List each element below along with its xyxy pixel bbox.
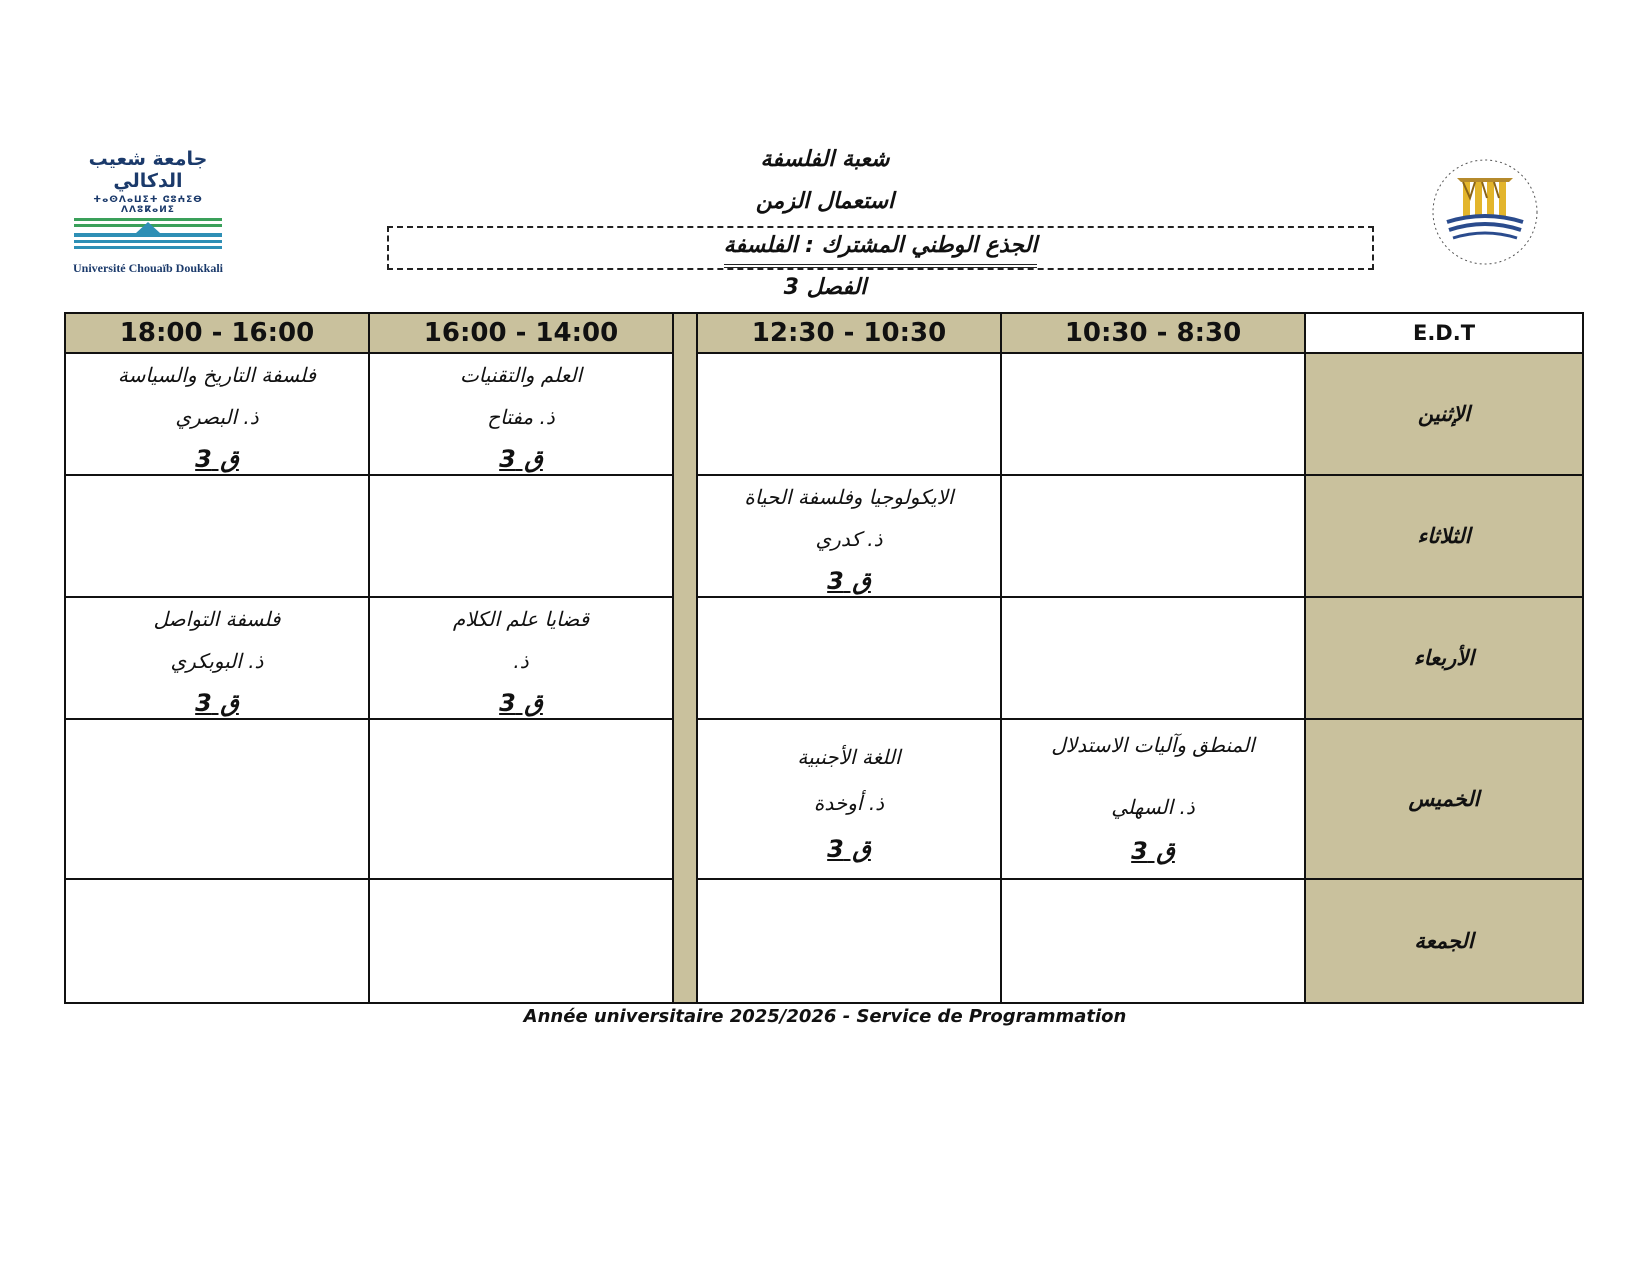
- empty-cell-monday-1230: [696, 352, 1002, 476]
- course-cell-monday-1800[interactable]: [64, 352, 370, 476]
- room-label: ق 3: [195, 445, 239, 473]
- course-cell-tuesday-1230[interactable]: [696, 474, 1002, 598]
- teacher-name: ذ. أوخدة: [813, 791, 885, 815]
- department-title: شعبة الفلسفة: [760, 147, 890, 172]
- program-title: الجذع الوطني المشترك : الفلسفة: [724, 228, 1038, 268]
- empty-cell-tuesday-1800: [64, 474, 370, 598]
- day-label-monday: الإثنين: [1304, 352, 1584, 476]
- room-label: ق 3: [499, 689, 543, 717]
- day-label-friday: الجمعة: [1304, 878, 1584, 1004]
- timetable: [64, 312, 1584, 1004]
- university-name-ar: جامعة شعيب الدكالي: [88, 148, 208, 192]
- program-box: [387, 226, 1374, 270]
- empty-cell-friday-1230: [696, 878, 1002, 1004]
- day-label-thursday: الخميس: [1304, 718, 1584, 880]
- day-label-wednesday: الأربعاء: [1304, 596, 1584, 720]
- room-label: ق 3: [195, 689, 239, 717]
- course-cell-wednesday-1800[interactable]: [64, 596, 370, 720]
- course-cell-thursday-1230[interactable]: [696, 718, 1002, 880]
- course-title: المنطق وآليات الاستدلال: [1051, 733, 1255, 757]
- empty-cell-friday-1800: [64, 878, 370, 1004]
- lunch-separator: [672, 312, 698, 1004]
- time-slot-header-1030: 10:30 - 8:30: [1000, 312, 1306, 354]
- course-cell-monday-1600[interactable]: [368, 352, 674, 476]
- teacher-name: ذ. كدري: [815, 527, 883, 551]
- time-slot-header-1230: 12:30 - 10:30: [696, 312, 1002, 354]
- empty-cell-monday-1030: [1000, 352, 1306, 476]
- edt-corner-label: E.D.T: [1304, 312, 1584, 354]
- empty-cell-wednesday-1230: [696, 596, 1002, 720]
- empty-cell-wednesday-1030: [1000, 596, 1306, 720]
- time-slot-header-1600: 16:00 - 14:00: [368, 312, 674, 354]
- teacher-name: ذ. السهلي: [1111, 795, 1195, 819]
- teacher-name: ذ. البوبكري: [170, 649, 264, 673]
- course-title: قضايا علم الكلام: [452, 607, 590, 631]
- room-label: ق 3: [827, 567, 871, 595]
- empty-cell-thursday-1800: [64, 718, 370, 880]
- university-name-fr: Université Chouaïb Doukkali: [72, 261, 224, 275]
- teacher-name: ذ.: [513, 649, 529, 673]
- empty-cell-tuesday-1600: [368, 474, 674, 598]
- faculty-seal-icon: [1425, 150, 1545, 280]
- document-title: استعمال الزمن: [755, 189, 895, 214]
- room-label: ق 3: [827, 835, 871, 863]
- semester-title: الفصل 3: [783, 275, 867, 300]
- empty-cell-friday-1600: [368, 878, 674, 1004]
- course-title: فلسفة التواصل: [153, 607, 281, 631]
- empty-cell-tuesday-1030: [1000, 474, 1306, 598]
- teacher-name: ذ. مفتاح: [487, 405, 555, 429]
- empty-cell-friday-1030: [1000, 878, 1306, 1004]
- faculty-logo: [1425, 150, 1545, 280]
- empty-cell-thursday-1600: [368, 718, 674, 880]
- day-label-tuesday: الثلاثاء: [1304, 474, 1584, 598]
- course-title: فلسفة التاريخ والسياسة: [117, 363, 317, 387]
- university-emblem-icon: [68, 215, 228, 255]
- time-slot-header-1800: 18:00 - 16:00: [64, 312, 370, 354]
- course-title: العلم والتقنيات: [459, 363, 583, 387]
- room-label: ق 3: [1131, 837, 1175, 865]
- course-cell-thursday-1030[interactable]: [1000, 718, 1306, 880]
- teacher-name: ذ. البصري: [175, 405, 259, 429]
- footer-note: Année universitaire 2025/2026 - Service de Programmation: [523, 1006, 1127, 1027]
- course-title: اللغة الأجنبية: [797, 745, 901, 769]
- course-title: الايكولوجيا وفلسفة الحياة: [744, 485, 954, 509]
- room-label: ق 3: [499, 445, 543, 473]
- university-name-tifinagh: ⵜⴰⵙⴷⴰⵡⵉⵜ ⵛⵓⵄⵉⴱ ⴷⴷⵓⴽⴰⵍⵉ: [93, 195, 203, 215]
- course-cell-wednesday-1600[interactable]: [368, 596, 674, 720]
